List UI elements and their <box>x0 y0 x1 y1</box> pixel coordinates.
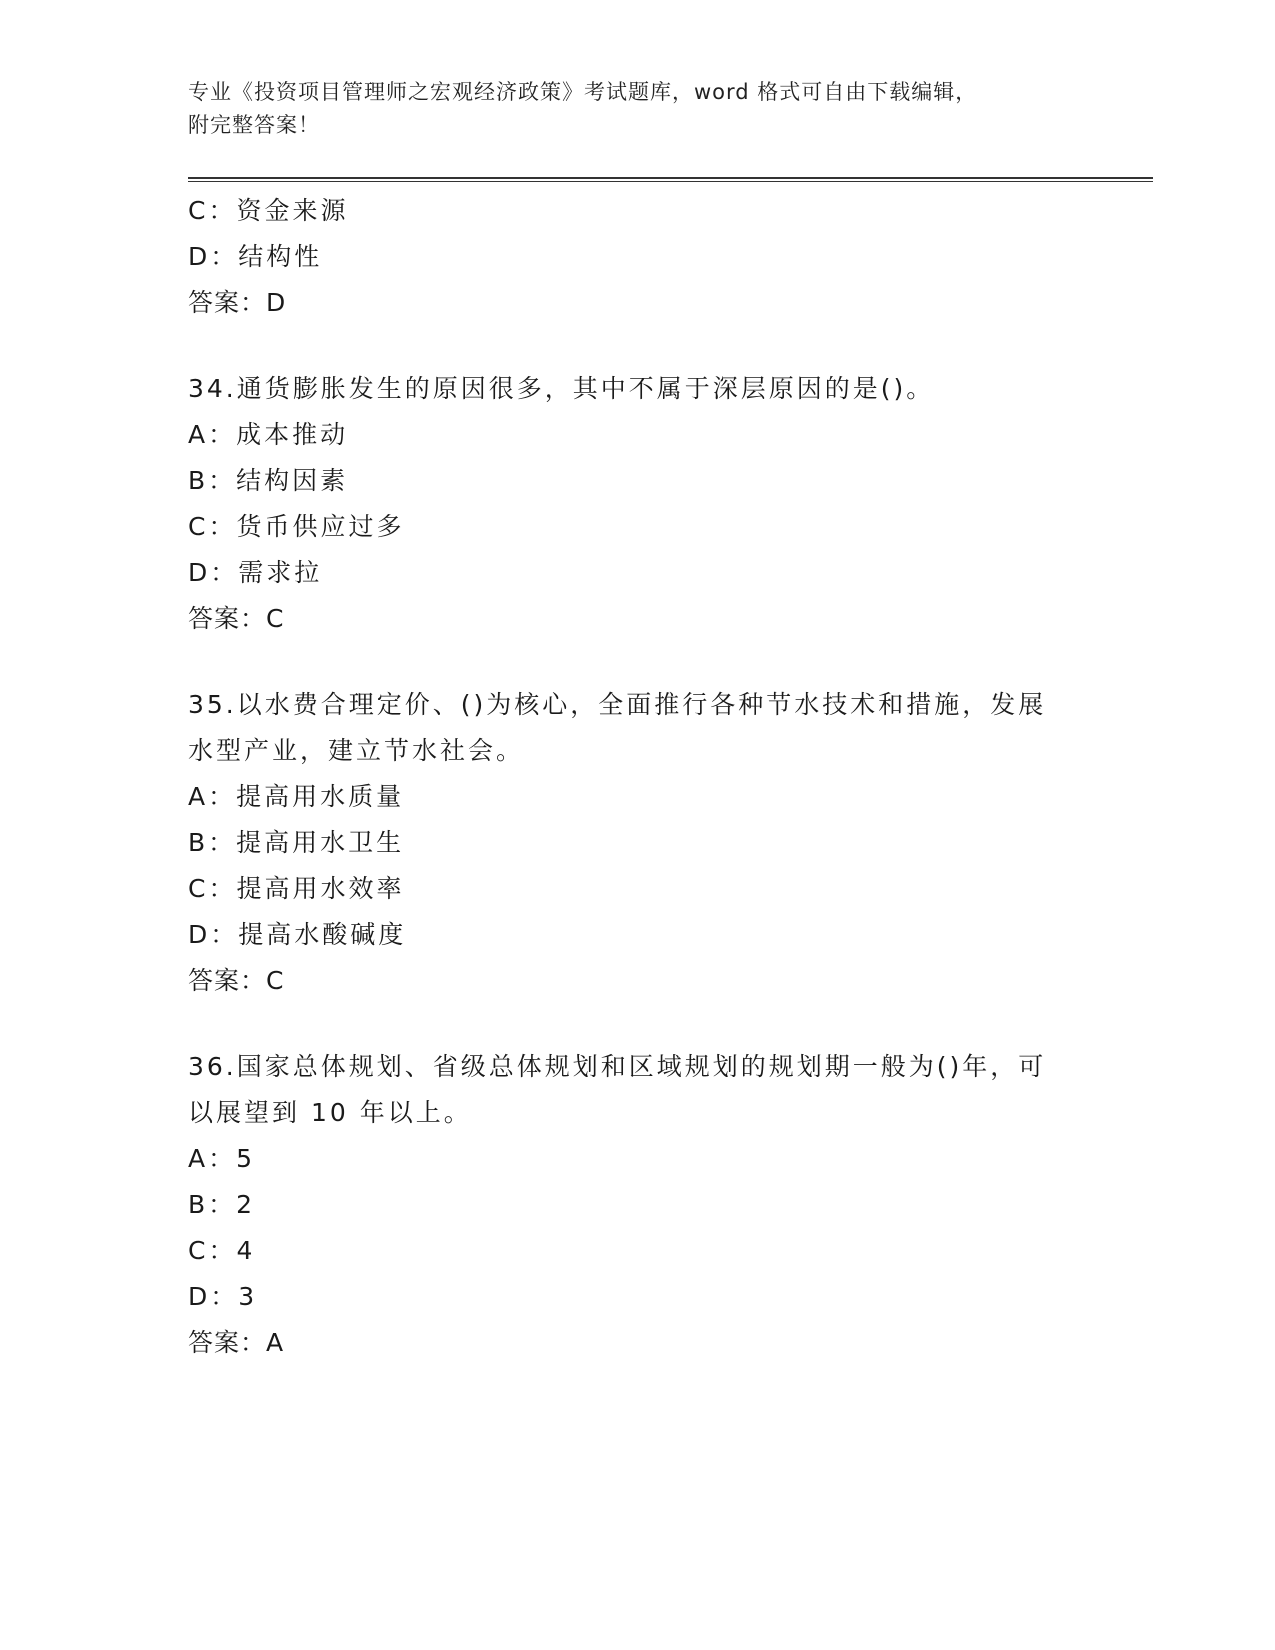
q35-option-c: C：提高用水效率 <box>188 874 405 903</box>
q33-option-d: D：结构性 <box>188 242 323 271</box>
q36-stem-line-2: 以展望到 10 年以上。 <box>188 1098 472 1127</box>
q36-answer: 答案：A <box>188 1328 285 1357</box>
q34-stem: 34.通货膨胀发生的原因很多，其中不属于深层原因的是()。 <box>188 374 935 403</box>
q34-answer: 答案：C <box>188 604 285 633</box>
header-rule-thin <box>188 181 1153 182</box>
q35-stem-line-1: 35.以水费合理定价、()为核心，全面推行各种节水技术和措施，发展 <box>188 690 1047 719</box>
question-33-tail <box>188 188 1088 326</box>
q36-stem-line-1: 36.国家总体规划、省级总体规划和区域规划的规划期一般为()年，可 <box>188 1052 1047 1081</box>
q36-option-b: B：2 <box>188 1190 256 1219</box>
question-34 <box>188 366 1088 642</box>
q35-option-a: A：提高用水质量 <box>188 782 405 811</box>
spacer <box>188 326 1088 366</box>
q33-answer: 答案：D <box>188 288 287 317</box>
header-line-2: 附完整答案！ <box>188 113 320 137</box>
header-line-1: 专业《投资项目管理师之宏观经济政策》考试题库，word 格式可自由下载编辑， <box>188 80 978 104</box>
spacer <box>188 1004 1088 1044</box>
q35-option-d: D：提高水酸碱度 <box>188 920 407 949</box>
q35-option-b: B：提高用水卫生 <box>188 828 405 857</box>
page-header <box>188 76 1088 142</box>
question-list <box>188 188 1088 1366</box>
q35-stem-line-2: 水型产业，建立节水社会。 <box>188 736 525 765</box>
question-35 <box>188 682 1088 1004</box>
q36-option-d: D：3 <box>188 1282 258 1311</box>
header-rule-thick <box>188 177 1153 179</box>
q35-answer: 答案：C <box>188 966 285 995</box>
q34-option-d: D：需求拉 <box>188 558 323 587</box>
q36-option-a: A：5 <box>188 1144 256 1173</box>
q36-option-c: C：4 <box>188 1236 256 1265</box>
q34-option-a: A：成本推动 <box>188 420 349 449</box>
question-36 <box>188 1044 1088 1366</box>
q34-option-c: C：货币供应过多 <box>188 512 405 541</box>
q33-option-c: C：资金来源 <box>188 196 349 225</box>
q34-option-b: B：结构因素 <box>188 466 349 495</box>
spacer <box>188 642 1088 682</box>
